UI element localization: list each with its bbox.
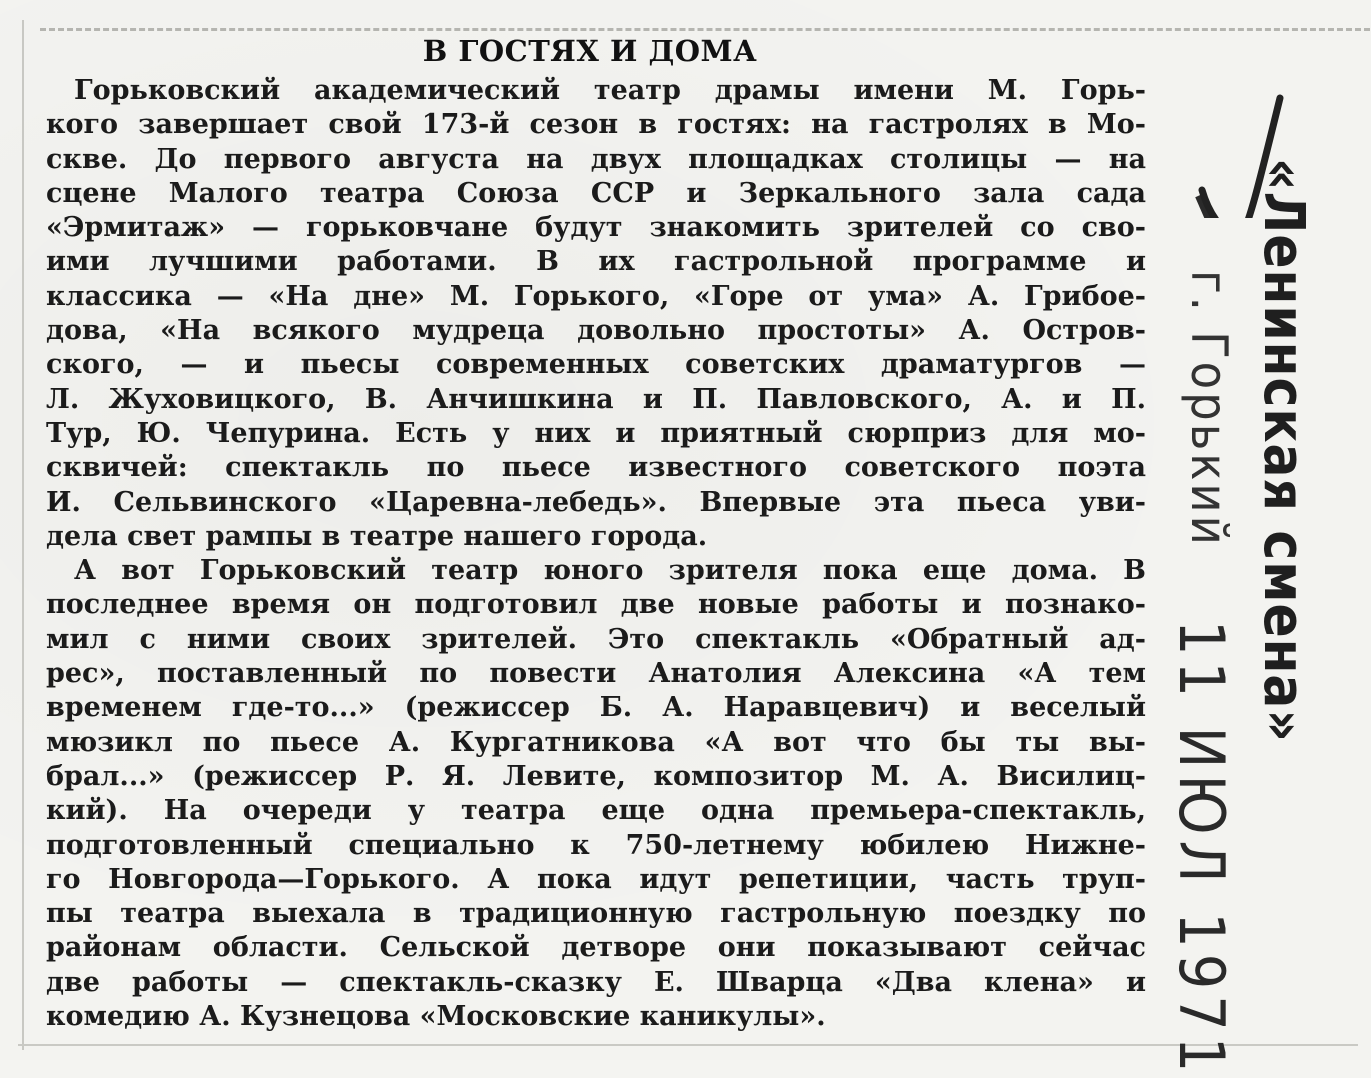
stamp-city: г. Горький bbox=[1180, 270, 1238, 548]
stamp-date: 11 ИЮЛ 1971 bbox=[1165, 620, 1238, 1078]
text-line: Горьковский академический театр драмы имени М. Горь- bbox=[74, 75, 1146, 106]
text-line: мил с ними своих зрителей. Это спектакль «Обратный ад- bbox=[46, 623, 1146, 655]
text-line: пы театра выехала в традиционную гастрольную поездку по bbox=[46, 898, 1146, 930]
text-line: «Эрмитаж» — горьковчане будут знакомить зрителей со сво- bbox=[46, 212, 1146, 244]
article-body bbox=[46, 74, 1146, 1034]
text-line: Л. Жуховицкого, В. Анчишкина и П. Павловского, А. и П. bbox=[46, 383, 1146, 415]
text-line: скве. До первого августа на двух площадках столицы — на bbox=[46, 143, 1146, 175]
paragraph-1 bbox=[46, 74, 1146, 554]
text-line: кий). На очереди у театра еще одна премьера-спектакль, bbox=[46, 795, 1146, 827]
text-line: дова, «На всякого мудреца довольно простоты» А. Остров- bbox=[46, 315, 1146, 347]
text-line: Тур, Ю. Чепурина. Есть у них и приятный сюрприз для мо- bbox=[46, 417, 1146, 449]
text-line: районам области. Сельской детворе они показывают сейчас bbox=[46, 932, 1146, 964]
text-line: две работы — спектакль-сказку Е. Шварца «Два клена» и bbox=[46, 966, 1146, 998]
article-headline: В ГОСТЯХ И ДОМА bbox=[422, 34, 758, 68]
text-line: мюзикл по пьесе А. Кургатникова «А вот что бы ты вы- bbox=[46, 726, 1146, 758]
text-line: сквичей: спектакль по пьесе известного советского поэта bbox=[46, 452, 1146, 484]
text-line: последнее время он подготовил две новые работы и познако- bbox=[46, 589, 1146, 621]
text-line: классика — «На дне» М. Горького, «Горе от ума» А. Грибое- bbox=[46, 280, 1146, 312]
text-line: сцене Малого театра Союза ССР и Зеркального зала сада bbox=[46, 177, 1146, 209]
clipping-top-border bbox=[40, 28, 1370, 31]
text-line: рес», поставленный по повести Анатолия Алексина «А тем bbox=[46, 658, 1146, 690]
text-line: дела свет рампы в театре нашего города. bbox=[46, 520, 708, 552]
text-line: подготовленный специально к 750-летнему юбилею Нижне- bbox=[46, 829, 1146, 861]
text-line: временем где-то...» (режиссер Б. А. Наравцевич) и веселый bbox=[46, 692, 1146, 724]
text-line: брал...» (режиссер Р. Я. Левите, композитор М. А. Висилиц- bbox=[46, 760, 1146, 792]
text-line: А вот Горьковский театр юного зрителя пока еще дома. В bbox=[74, 555, 1146, 587]
text-line: го Новгорода—Горького. А пока идут репетиции, часть труп- bbox=[46, 863, 1146, 895]
text-line: ими лучшими работами. В их гастрольной программе и bbox=[46, 246, 1146, 278]
clipping-left-border bbox=[22, 20, 24, 1050]
text-line: комедию А. Кузнецова «Московские каникулы». bbox=[46, 1001, 826, 1033]
text-line: ского, — и пьесы современных советских драматургов — bbox=[46, 349, 1146, 381]
clipping-bottom-border bbox=[18, 1044, 1358, 1046]
text-line: кого завершает свой 173-й сезон в гостях: на гастролях в Мо- bbox=[46, 109, 1146, 141]
paragraph-2 bbox=[46, 554, 1146, 1034]
stamp-newspaper-name: «Ленинская смена» bbox=[1251, 158, 1316, 743]
text-line: И. Сельвинского «Царевна-лебедь». Впервые эта пьеса уви- bbox=[46, 486, 1146, 518]
